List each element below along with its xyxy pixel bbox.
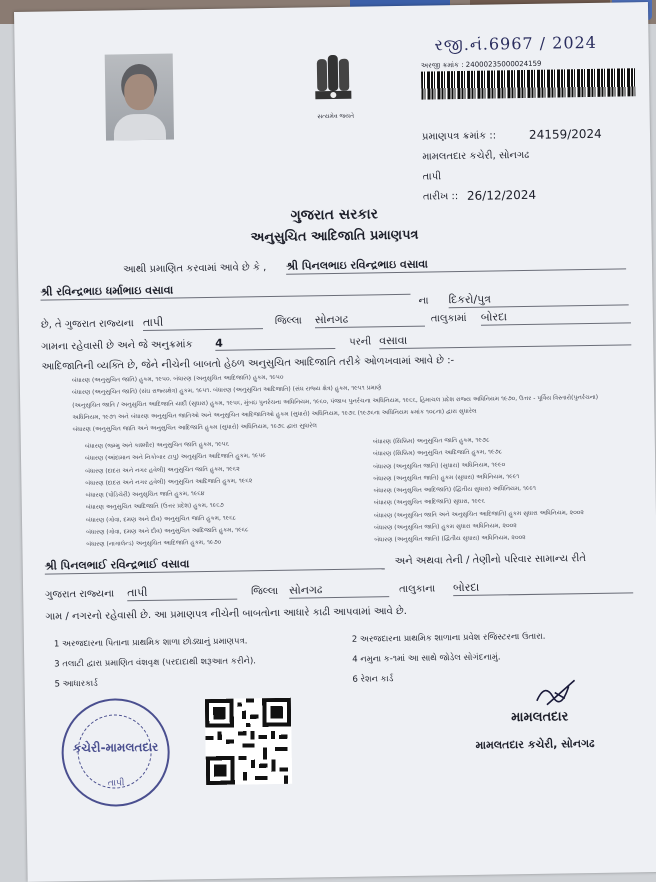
order-item: બંધારણ (અનુસુચિત આદિજાતિ) (દ્વિતીય સુધારા) અધિનિયમ, ૧૯૯૧ [373,485,537,495]
seal-bottom-text: તાપી [107,778,125,789]
issuing-district: તાપી [422,171,442,183]
seal-text: કચેરી-મામલતદાર [72,739,159,756]
order-item: બંધારણ (અનુસુચિત જાતિ અને અનુસુચિત આદિજાતિ હુકમ (સુધારો) અધિનિયમ, ૧૯૭૬ દ્વારા સુધારેલ [72,422,318,434]
signatory-office: મામલતદાર કચેરી, સોનગઢ [475,736,595,752]
signatory-title: મામલતદાર [511,709,569,726]
order-item: બંધારણ (ગોવા, દમણ અને દીવ) અનુસુચિત જાતિ હુકમ, ૧૯૬૮ [85,514,236,524]
document-item: 4 નમુના ક-૧માં આ સાથે જોડેલ સોગંદનામું. [352,652,501,665]
district-field: તાપી [143,314,263,331]
order-item: બંધારણ (દાદરા અને નગર હવેલી) અનુસુચિત જાતિ હુકમ, ૧૯૬૨ [85,465,240,475]
orders-full-list [72,366,643,436]
certificate-number-label: પ્રમાણપત્ર ક્રમાંક :: [421,130,497,143]
signature-mark [535,678,579,709]
orders-right-column [373,432,645,547]
order-item: બંધારણ (પોંડિચેરી) અનુસુચિત જાતિ હુકમ, ૧૯૬૪ [85,490,205,500]
jilla-label-2: જિલ્લા [251,585,279,598]
holder-name-field: શ્રી પિનલભાઇ રવિન્દ્રભાઇ વસાવા [286,254,626,274]
para-label: પરની [349,336,372,348]
document-item: 2 અરજદારના પ્રાથમિક શાળાના પ્રવેશ રજિસ્ટરના ઉતારા. [351,631,546,645]
barcode [421,68,635,99]
village-text: ગામના રહેવાસી છે અને જે અનુક્રમાંક [41,339,193,353]
caste-field: વસાવા [379,330,631,349]
date-label: તારીખ :: [422,191,459,203]
application-number: અરજી ક્રમાંક : 24000235000024159 [420,59,542,70]
order-item: બંધારણ (ગોવા, દમણ અને દીવ) અનુસુચિત આદિજાતિ હુકમ, ૧૯૬૮ [86,526,249,537]
basis-text: ગામ / નગરનો રહેવાસી છે. આ પ્રમાણપત્ર નીચેની બાબતોના આધારે કાઢી આપવામાં આવે છે. [45,605,407,623]
order-item: બંધારણ (અનુસુચિત જાતિ અને અનુસુચિત આદિજાતિ) હુકમ સુધારા અધિનિયમ, ૨૦૦૨ [373,508,584,520]
holder-name-field-2: શ્રી પિનલભાઈ રવિન્દ્રભાઈ વસાવા [45,554,385,574]
issuing-office: મામલતદાર કચેરી, સોનગઢ [422,149,530,163]
district-field-2: તાપી [127,585,237,602]
national-emblem-icon [305,47,362,118]
serial-field: 4 [215,335,335,351]
applicant-photo [105,54,174,141]
order-item: બંધારણ (અનુસુચિત જાતિ) હુકમ, ૧૯૫૦. બંધારણ (અનુસુચિત આદિજાતિ) હુકમ, ૧૯૫૦ [71,373,284,385]
order-item: બંધારણ (જમ્મુ અને કાશ્મીર) અનુસુચિત જાતિ હુકમ, ૧૯૫૬ [84,440,230,450]
order-item: બંધારણ (આંદામાન અને નિકોબાર ટાપુ) અનુસુચિત આદિજાતિ હુકમ, ૧૯૫૯ [84,452,266,463]
order-item: બંધારણ (અનુસુચિત જાતિ) (સુધારા) અધિનિયમ, ૧૯૯૦ [373,460,506,471]
document-item: 6 રેશન કાર્ડ [352,674,394,685]
jilla-label: જિલ્લા [274,315,302,327]
order-item: બંધારણ (અનુસુચિત જાતિ) હુકમ સુધારા અધિનિયમ, ૨૦૦૨ [374,522,517,532]
state-text: છે, તે ગુજરાત રાજ્યના [40,318,134,331]
state-label-2: ગુજરાત રાજ્યના [45,588,115,601]
office-seal-stamp [61,698,171,808]
certificate-heading: અનુસુચિત આદિજાતિ પ્રમાણપત્ર [250,227,419,246]
tribe-statement: આદિજાતિની વ્યક્તિ છે, જેને નીચેની બાબતો હેઠળ અનુસુચિત આદિજાતિ તરીકે ઓળખવામાં આવે છે :- [41,355,455,373]
taluka-field: બોરદા [481,308,631,325]
taluka-label: તાલુકામાં [430,312,467,325]
family-text: અને અથવા તેની / તેણીનો પરિવાર સામાન્ય રીતે [394,553,587,568]
document-item: 3 તલાટી દ્વારા પ્રમાણિત વંશવૃક્ષ (પરદાદાથી શરૂઆત કરીને). [54,656,257,670]
order-item: અધિનિયમ, ૧૯૭૧ અને બંધારણ અનુસુચિત જાતિઓ અને અનુસુચિત આદિજાતિઓ હુકમ (સુધારો) અધિનિયમ, ૧૯૭૬ (૧૯૭૬ના અધિનિયમ ક્રમાંક ૧૦૮ના) દ્વારા સુધારેલ [72,407,477,422]
certify-text: આથી પ્રમાણિત કરવામાં આવે છે કે , [122,262,267,276]
emblem-motto: સત્યમેવ જયતે [317,112,355,121]
certificate-sheet [14,2,656,882]
certificate-number: 24159/2024 [528,126,602,142]
order-item: બંધારણ (અનુસુચિત જાતિ) (સંઘ રાજ્યક્ષેત્ર) હુકમ, ૧૯૫૧. બંધારણ (અનુસુચિત આદિજાતિ) (સંઘ રાજ્ય ક્ષેત્ર) હુકમ, ૧૯૫૧ પ્રમાણે [71,384,382,397]
document-item: 1 અરજદારના પિતાના પ્રાથમિક શાળા છોડ્યાનું પ્રમાણપત્ર. [53,636,248,650]
order-item: બંધારણ (દાદરા અને નગર હવેલી) અનુસુચિત આદિજાતિ હુકમ, ૧૯૬૨ [85,477,253,487]
qr-code [205,698,292,785]
order-item: બંધારણ અનુસુચિત આદિજાતિ (ઉત્તર પ્રદેશ) હુકમ, ૧૯૬૭ [85,502,224,512]
issue-date: 26/12/2024 [466,187,537,203]
orders-left-column [85,437,357,552]
handwritten-registration-number: રજી.નં.6967 / 2024 [434,32,598,55]
son-of-label: ના [418,295,429,307]
order-item: બંધારણ (અનુસુચિત જાતિ) હુકમ (સુધારા) અધિનિયમ, ૧૯૯૧ [373,473,520,483]
order-item: બંધારણ (સિક્કિમ) અનુસુચિત જાતિ હુકમ, ૧૯૭૮ [372,436,490,446]
order-item: બંધારણ (સિક્કિમ) અનુસુચિત આદિજાતિ હુકમ, ૧૯૭૮ [372,448,503,458]
government-heading: ગુજરાત સરકાર [290,206,379,224]
relation-field: દિકરો/પુત્ર [448,290,628,308]
taluka-label-2: તાલુકાના [399,583,436,596]
order-item: બંધારણ (અનુસુચિત જાતિ) (દ્વિતીય સુધારા) અધિનિયમ, ૨૦૦૨ [374,534,526,544]
jilla-field-2: સોનગઢ [289,582,389,599]
father-name-field: શ્રી રવિન્દ્રભાઇ ધર્માભાઇ વસાવા [40,280,410,301]
jilla-field: સોનગઢ [315,312,425,329]
order-item: બંધારણ (અનુસુચિત આદિજાતિ) સુધારા, ૧૯૯૬ [373,498,486,507]
taluka-field-2: બોરદા [453,578,633,596]
order-item: (અનુસુચિત જાતિ / અનુસુચિત આદિજાતિ યાદી (સુધારા) હુકમ, ૧૯૫૬, મુંબઇ પુનર્રચના અધિનિયમ, ૧૯૬૦, પંજાબ પુનર્રચના અધિનિયમ, ૧૯૬૬, હિમાચલ પ્રદેશ રાજ્ય અધિનિયમ ૧૯૭૦, ઉત્તર - પૂર્વિય વિસ્તારો(પુનર્રચના) [72,393,599,409]
order-item: બંધારણ (નાગાલેન્ડ) અનુસુચિત આદિજાતિ હુકમ, ૧૯૭૦ [86,539,222,549]
document-item: 5 આધારકાર્ડ [54,678,98,690]
